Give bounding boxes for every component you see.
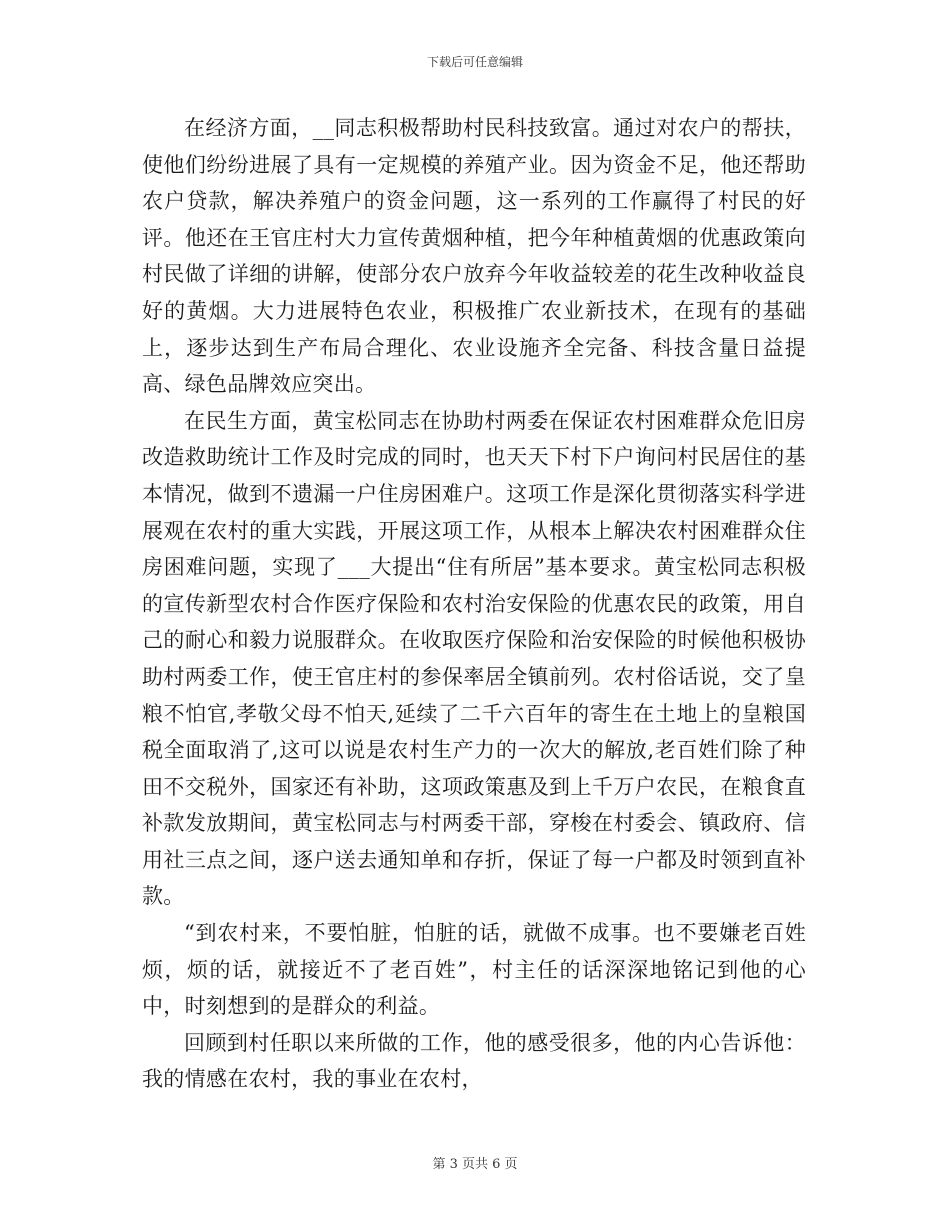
paragraph-quote: “到农村来，不要怕脏，怕脏的话，就做不成事。也不要嫌老百姓烦，烦的话，就接近不了老百姓”，村主任的话深深地铭记到他的心中，时刻想到的是群众的利益。 — [142, 921, 806, 1019]
paragraph-livelihood: 在民生方面，黄宝松同志在协助村两委在保证农村困难群众危旧房改造救助统计工作及时完成的同时，也天天下村下户询问村民居住的基本情况，做到不遗漏一户住房困难户。这项工作是深化贯彻落实科学进展观在农村的重大实践，开展这项工作，从根本上解决农村困难群众住房困难问题，实现了___大提出“住有所居”基本要求。黄宝松同志积极的宣传新型农村合作医疗保险和农村治安保险的优惠农民的政策，用自己的耐心和毅力说服群众。在收取医疗保险和治安保险的时候他积极协助村两委工作，使王官庄村的参保率居全镇前列。农村俗话说，交了皇粮不怕官,孝敬父母不怕天,延续了二千六百年的寄生在土地上的皇粮国税全面取消了,这可以说是农村生产力的一次大的解放,老百姓们除了种田不交税外，国家还有补助，这项政策惠及到上千万户农民，在粮食直补款发放期间，黄宝松同志与村两委干部，穿梭在村委会、镇政府、信用社三点之间，逐户送去通知单和存折，保证了每一户都及时领到直补款。 — [142, 408, 806, 909]
paragraph-economy: 在经济方面，__同志积极帮助村民科技致富。通过对农户的帮扶，使他们纷纷进展了具有一定规模的养殖产业。因为资金不足，他还帮助农户贷款，解决养殖户的资金问题，这一系列的工作赢得了村民的好评。他还在王官庄村大力宣传黄烟种植，把今年种植黄烟的优惠政策向村民做了详细的讲解，使部分农户放弃今年收益较差的花生改种收益良好的黄烟。大力进展特色农业，积极推广农业新技术，在现有的基础上，逐步达到生产布局合理化、农业设施齐全完备、科技含量日益提高、绿色品牌效应突出。 — [142, 116, 806, 397]
paragraph-reflection: 回顾到村任职以来所做的工作，他的感受很多，他的内心告诉他：我的情感在农村，我的事业在农村， — [142, 1030, 806, 1092]
page-number: 第 3 页共 6 页 — [432, 1157, 518, 1172]
document-body — [142, 110, 806, 1098]
page-header: 下载后可任意编辑 — [426, 55, 523, 69]
